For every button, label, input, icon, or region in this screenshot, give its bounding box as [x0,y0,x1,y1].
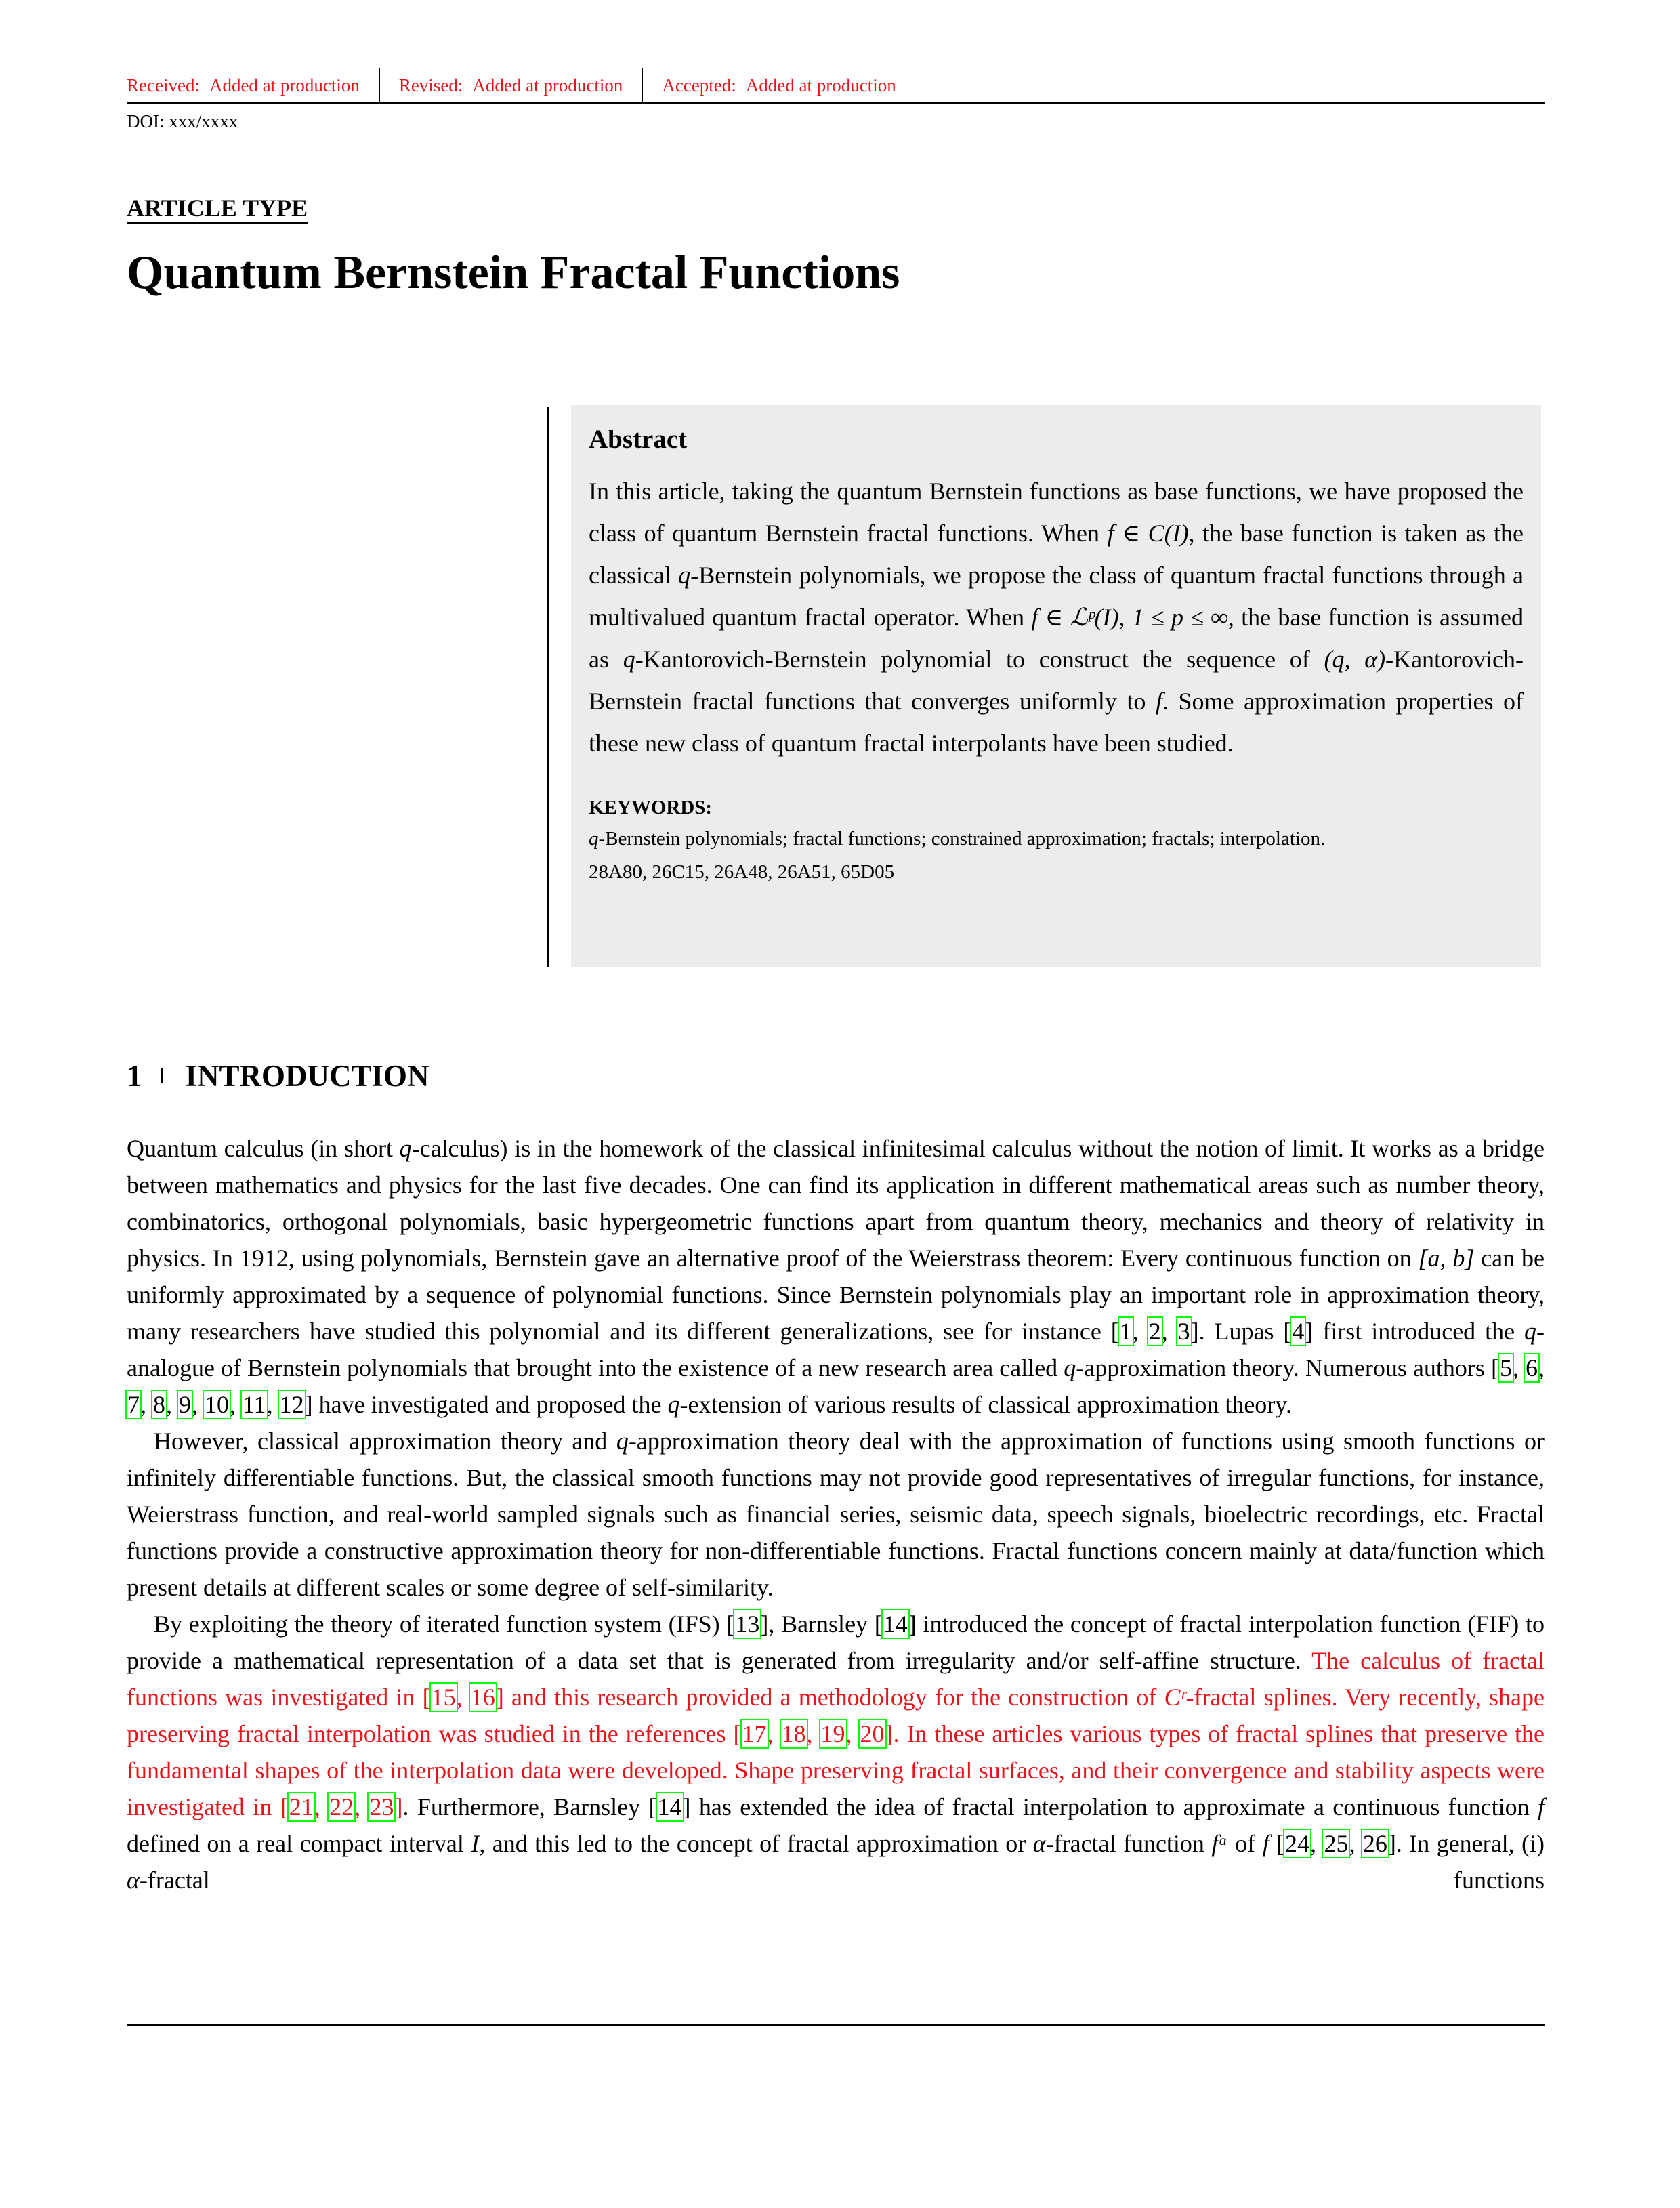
citation-link[interactable]: 12 [279,1391,304,1418]
abstract-text: In this article, taking the quantum Bernstein functions as base functions, we have proposed the class of quantum Bernstein fractal functions. When f ∈ C(I), the base function is taken as the classical q-Bernstein polynomials, we propose the class of quantum fractal functions through a multivalued quantum fractal operator. When f ∈ ℒᵖ(I), 1 ≤ p ≤ ∞, the base function is assumed as q-Kantorovich-Bernstein polynomial to construct the sequence of (q, α)-Kantorovich-Bernstein fractal functions that converges uniformly to f. Some approximation properties of these new class of quantum fractal interpolants have been studied. [589,478,1524,757]
citation-link[interactable]: 18 [781,1720,806,1747]
body-text [127,1130,1545,1898]
header-rule [127,102,1545,104]
received-label: Received: [127,75,200,96]
submission-dates [127,70,915,100]
citation-link[interactable]: 20 [860,1720,885,1747]
abstract-heading: Abstract [589,425,688,454]
paragraph-1: Quantum calculus (in short q-calculus) is in the homework of the classical infinitesimal calculus without the notion of limit. It works as a bridge between mathematics and physics for the last five decades. One can find its application in different mathematical areas such as number theory, combinatorics, orthogonal polynomials, basic hypergeometric functions apart from quantum theory, mechanics and theory of relativity in physics. In 1912, using polynomials, Bernstein gave an alternative proof of the Weierstrass theorem: Every continuous function on [a, b] can be uniformly approximated by a sequence of polynomial functions. Since Bernstein polynomials play an important role in approximation theory, many researchers have studied this polynomial and its different generalizations, see for instance [1, 2, 3]. Lupas [4] first introduced the q-analogue of Bernstein polynomials that brought into the existence of a new research area called q-approximation theory. Numerous authors [5, 6, 7, 8, 9, 10, 11, 12] have investigated and proposed the q-extension of various results of classical approximation theory. [127,1135,1545,1418]
citation-link[interactable]: 13 [735,1610,760,1638]
citation-link[interactable]: 2 [1148,1318,1161,1345]
msc-codes: 28A80, 26C15, 26A48, 26A51, 65D05 [589,861,895,883]
citation-link[interactable]: 17 [742,1720,767,1747]
section-heading [127,1057,429,1095]
citation-link[interactable]: 24 [1285,1830,1309,1857]
paragraph-2: However, classical approximation theory and q-approximation theory deal with the approximation of functions using smooth functions or infinitely differentiable functions. But, the classical smooth functions may not provide good representatives of irregular functions, for instance, Weierstrass function, and real-world sampled signals such as financial series, seismic data, speech signals, bioelectric recordings, etc. Fractal functions provide a constructive approximation theory for non-differentiable functions. Fractal functions concern mainly at data/function which present details at different scales or some degree of self-similarity. [127,1428,1545,1601]
citation-link[interactable]: 16 [470,1684,495,1711]
section-number: 1 [127,1059,142,1093]
citation-link[interactable]: 9 [179,1391,191,1418]
footer-rule [127,2024,1545,2026]
accepted-date [643,75,915,96]
article-type: ARTICLE TYPE [127,194,308,224]
received-date [127,75,379,96]
section-title: INTRODUCTION [185,1059,429,1093]
citation-link[interactable]: 3 [1177,1318,1190,1345]
section-divider [161,1068,163,1083]
citation-link[interactable]: 26 [1362,1830,1387,1857]
citation-link[interactable]: 6 [1526,1354,1538,1381]
doi: DOI: xxx/xxxx [127,111,238,131]
citation-link[interactable]: 8 [153,1391,165,1418]
citation-link[interactable]: 5 [1499,1354,1512,1381]
paper-title: Quantum Bernstein Fractal Functions [127,247,900,299]
revised-label: Revised: [398,75,463,96]
abstract-side-bar [547,407,549,967]
citation-link[interactable]: 22 [329,1793,354,1820]
citation-link[interactable]: 23 [369,1793,394,1820]
accepted-value: Added at production [745,75,896,96]
abstract-box [571,405,1541,967]
citation-link[interactable]: 14 [883,1610,908,1638]
revision-highlight: The calculus of fractal functions was investigated in [15, 16] and this research provided a methodology for the construction of Cʳ-fractal splines. Very recently, shape preserving fractal interpolation was studied in the references [17, 18, 19, 20]. In these articles various types of fractal splines that preserve the fundamental shapes of the interpolation data were developed. Shape preserving fractal surfaces, and their convergence and stability aspects were investigated in [21, 22, 23] [127,1647,1545,1820]
paragraph-3: By exploiting the theory of iterated function system (IFS) [13], Barnsley [14] introduced the concept of fractal interpolation function (FIF) to provide a mathematical representation of a data set that is generated from irregularity and/or self-affine structure. The calculus of fractal functions was investigated in [15, 16] and this research provided a methodology for the construction of Cʳ-fractal splines. Very recently, shape preserving fractal interpolation was studied in the references [17, 18, 19, 20]. In these articles various types of fractal splines that preserve the fundamental shapes of the interpolation data were developed. Shape preserving fractal surfaces, and their convergence and stability aspects were investigated in [21, 22, 23]. Furthermore, Barnsley [14] has extended the idea of fractal interpolation to approximate a continuous function f defined on a real compact interval I, and this led to the concept of fractal approximation or α-fractal function fᵅ of f [24, 25, 26]. In general, (i) α-fractal functions [127,1610,1545,1894]
revised-date [380,75,642,96]
citation-link[interactable]: 4 [1292,1318,1305,1345]
citation-link[interactable]: 14 [657,1793,682,1820]
keywords-heading: KEYWORDS: [589,797,713,818]
keywords: q-Bernstein polynomials; fractal functions; constrained approximation; fractals; interpolation. [589,828,1326,850]
citation-link[interactable]: 25 [1324,1830,1349,1857]
citation-link[interactable]: 1 [1119,1318,1132,1345]
citation-link[interactable]: 15 [431,1684,456,1711]
citation-link[interactable]: 19 [820,1720,845,1747]
citation-link[interactable]: 21 [289,1793,314,1820]
revised-value: Added at production [472,75,623,96]
citation-link[interactable]: 11 [243,1391,266,1418]
received-value: Added at production [209,75,360,96]
citation-link[interactable]: 10 [205,1391,229,1418]
citation-link[interactable]: 7 [127,1391,140,1418]
accepted-label: Accepted: [662,75,736,96]
